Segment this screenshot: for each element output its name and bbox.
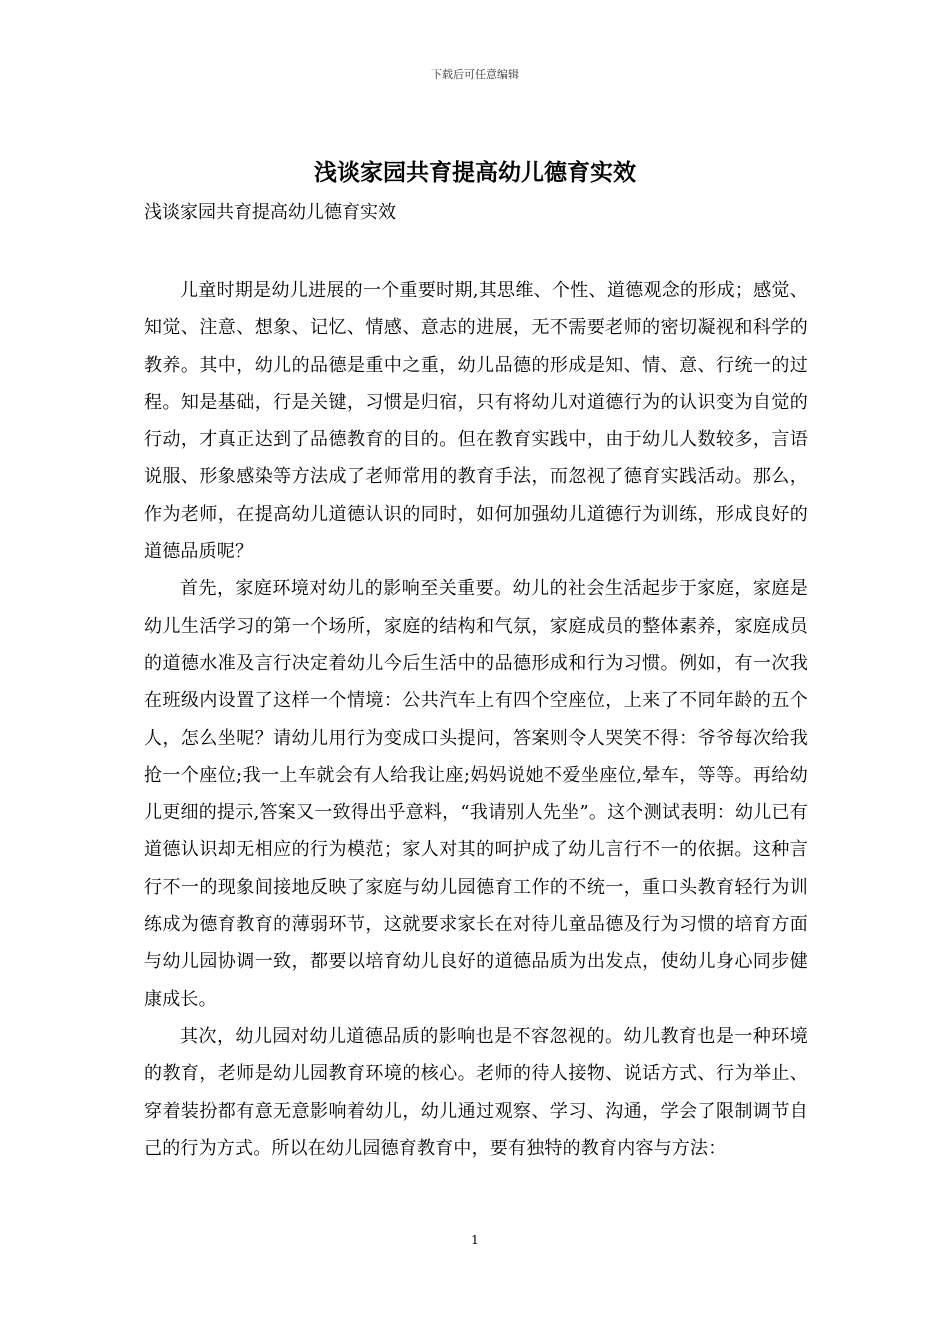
document-body — [144, 272, 808, 1167]
body-paragraph: 首先，家庭环境对幼儿的影响至关重要。幼儿的社会生活起步于家庭，家庭是幼儿生活学习的第一个场所，家庭的结构和气氛，家庭成员的整体素养，家庭成员的道德水准及言行决定着幼儿今后生活中的品德形成和行为习惯。例如，有一次我在班级内设置了这样一个情境：公共汽车上有四个空座位，上来了不同年龄的五个人，怎么坐呢？请幼儿用行为变成口头提问，答案则令人哭笑不得：爷爷每次给我抢一个座位;我一上车就会有人给我让座;妈妈说她不爱坐座位,晕车，等等。再给幼儿更细的提示,答案又一致得出乎意料，“我请别人先坐”。这个测试表明：幼儿已有道德认识却无相应的行为模范；家人对其的呵护成了幼儿言行不一的依据。这种言行不一的现象间接地反映了家庭与幼儿园德育工作的不统一，重口头教育轻行为训练成为德育教育的薄弱环节，这就要求家长在对待儿童品德及行为习惯的培育方面与幼儿园协调一致，都要以培育幼儿良好的道德品质为出发点，使幼儿身心同步健康成长。 — [144, 578, 808, 1010]
body-paragraph: 其次，幼儿园对幼儿道德品质的影响也是不容忽视的。幼儿教育也是一种环境的教育，老师是幼儿园教育环境的核心。老师的待人接物、说话方式、行为举止、穿着装扮都有意无意影响着幼儿，幼儿通过观察、学习、沟通，学会了限制调节自己的行为方式。所以在幼儿园德育教育中，要有独特的教育内容与方法： — [144, 1025, 808, 1159]
document-subtitle: 浅谈家园共育提高幼儿德育实效 — [144, 202, 396, 223]
document-title: 浅谈家园共育提高幼儿德育实效 — [314, 160, 636, 186]
page-number: 1 — [471, 1233, 479, 1247]
page-header-note: 下载后可任意编辑 — [431, 68, 519, 81]
body-paragraph: 儿童时期是幼儿进展的一个重要时期,其思维、个性、道德观念的形成；感觉、知觉、注意、想象、记忆、情感、意志的进展，无不需要老师的密切凝视和科学的教养。其中，幼儿的品德是重中之重，幼儿品德的形成是知、情、意、行统一的过程。知是基础，行是关键，习惯是归宿，只有将幼儿对道德行为的认识变为自觉的行动，才真正达到了品德教育的目的。但在教育实践中，由于幼儿人数较多，言语说服、形象感染等方法成了老师常用的教育手法，而忽视了德育实践活动。那么，作为老师，在提高幼儿道德认识的同时，如何加强幼儿道德行为训练，形成良好的道德品质呢？ — [144, 280, 808, 563]
